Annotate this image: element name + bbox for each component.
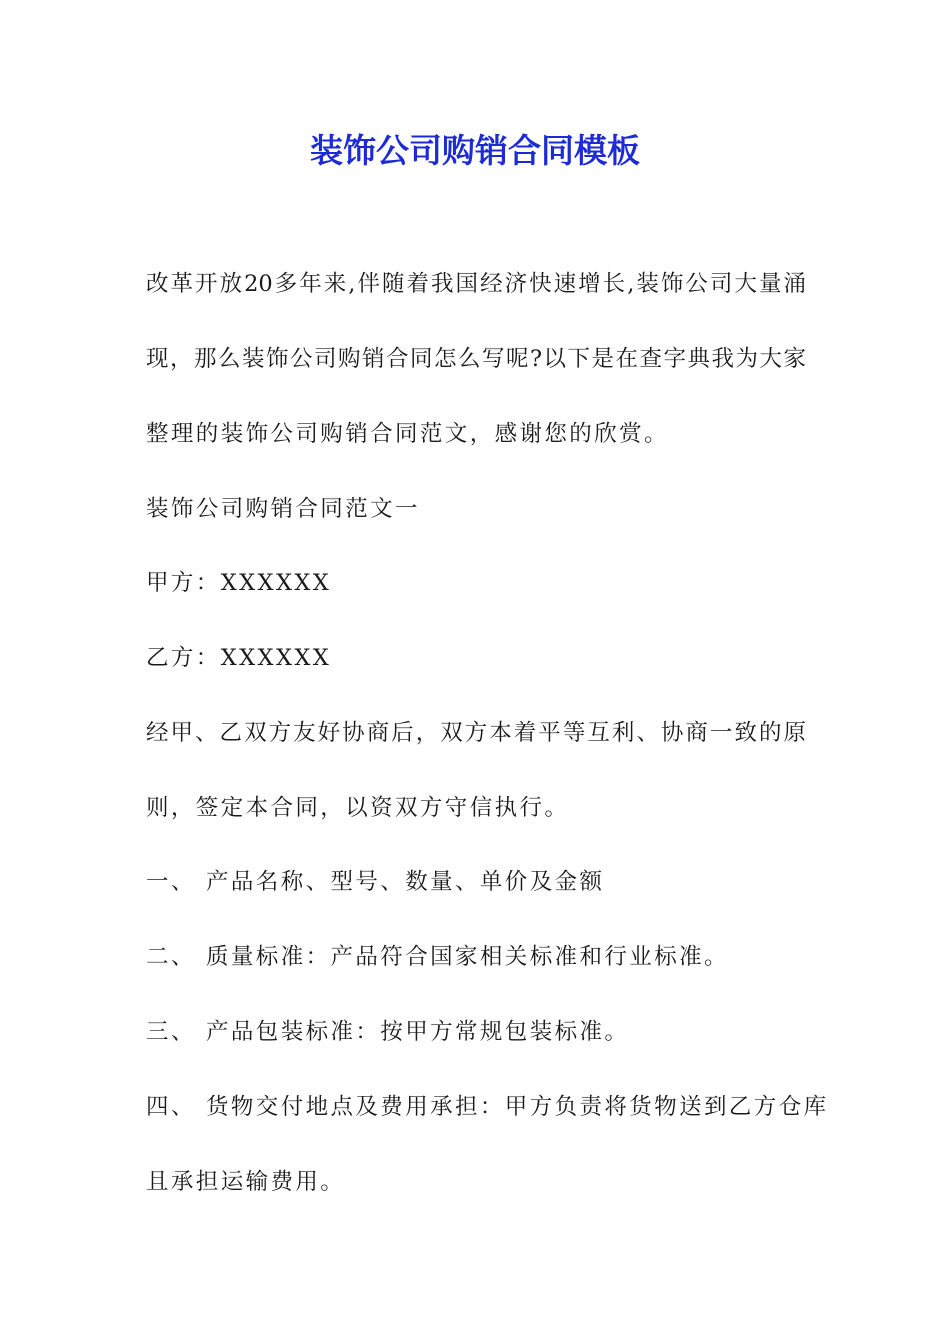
- clause-number: 一、: [146, 869, 196, 895]
- clause-text: 产品包装标准：按甲方常规包装标准。: [206, 1019, 630, 1045]
- clause-number: 二、: [146, 944, 196, 970]
- intro-line-3: 整理的装饰公司购销合同范文，感谢您的欣赏。: [146, 421, 669, 447]
- clause-4-continuation: 且承担运输费用。: [146, 1169, 346, 1195]
- clause-text: 产品名称、型号、数量、单价及金额: [206, 869, 605, 895]
- party-a: 甲方：XXXXXX: [146, 570, 332, 596]
- clause-2: [146, 942, 729, 972]
- clause-number: 三、: [146, 1019, 196, 1045]
- intro-line-1: 改革开放20多年来,伴随着我国经济快速增长,装饰公司大量涌: [146, 271, 806, 297]
- preamble-line-1: 经甲、乙双方友好协商后，双方本着平等互利、协商一致的原: [146, 720, 806, 746]
- clause-4: [146, 1092, 829, 1122]
- document-title: 装饰公司购销合同模板: [310, 131, 640, 170]
- clause-1: [146, 867, 604, 897]
- section-heading: 装饰公司购销合同范文一: [146, 496, 420, 522]
- party-b: 乙方：XXXXXX: [146, 645, 332, 671]
- clause-3: [146, 1017, 629, 1047]
- clause-text: 质量标准：产品符合国家相关标准和行业标准。: [206, 944, 729, 970]
- preamble-line-2: 则，签定本合同，以资双方守信执行。: [146, 795, 570, 821]
- clause-number: 四、: [146, 1094, 196, 1120]
- intro-line-2: 现，那么装饰公司购销合同怎么写呢?以下是在查字典我为大家: [146, 346, 806, 372]
- clause-text: 货物交付地点及费用承担：甲方负责将货物送到乙方仓库: [206, 1094, 829, 1120]
